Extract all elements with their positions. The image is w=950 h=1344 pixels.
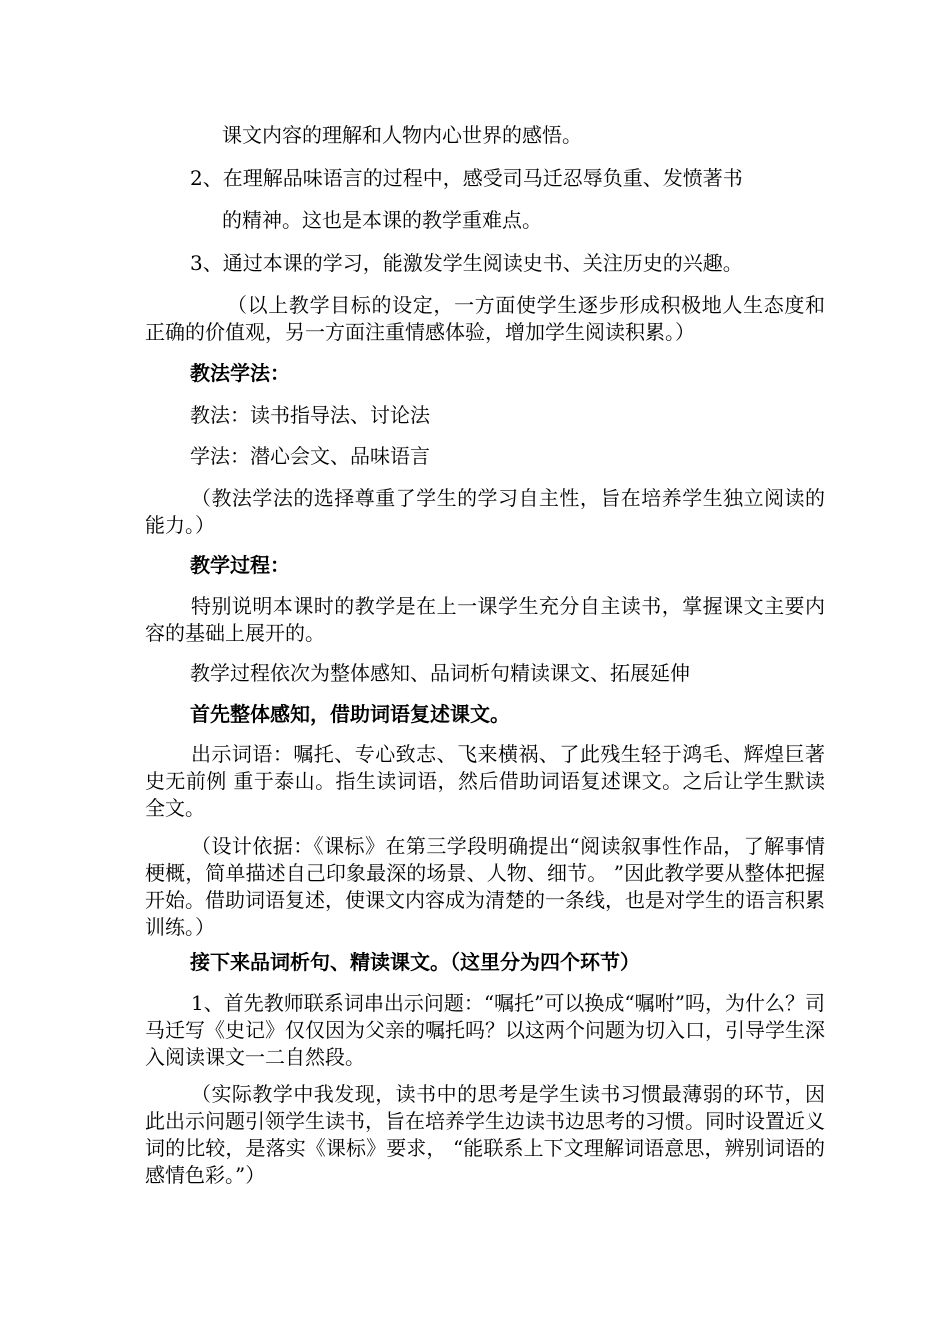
objective-1-continuation: 课文内容的理解和人物内心世界的感悟。 [222, 123, 582, 147]
objective-2: 2、在理解品味语言的过程中，感受司马迁忍辱负重、发愤著书 [190, 166, 743, 190]
vocabulary-paragraph: 出示词语：嘱托、专心致志、飞来横祸、了此残生轻于鸿毛、辉煌巨著史无前例 重于泰山。指生读词语，然后借助词语复述课文。之后让学生默读全文。 [145, 742, 825, 820]
objective-2-continuation: 的精神。这也是本课的教学重难点。 [222, 208, 542, 232]
process-steps-line: 教学过程依次为整体感知、品词析句精读课文、拓展延伸 [190, 661, 690, 685]
objective-3: 3、通过本课的学习，能激发学生阅读史书、关注历史的兴趣。 [190, 251, 743, 275]
teaching-method-line: 教法：读书指导法、讨论法 [190, 403, 430, 427]
heading-overall-perception: 首先整体感知，借助词语复述课文。 [190, 702, 510, 726]
learning-method-line: 学法：潜心会文、品味语言 [190, 444, 430, 468]
design-basis-paragraph: （设计依据：《课标》在第三学段明确提出“阅读叙事性作品，了解事情梗概，简单描述自己印象最深的场景、人物、细节。 ”因此教学要从整体把握开始。借助词语复述，使课文内容成为清楚的一条线，也是对学生的语言积累训练。） [145, 834, 825, 939]
teaching-reflection-paragraph: （实际教学中我发现，读书中的思考是学生读书习惯最薄弱的环节，因此出示问题引领学生读书，旨在培养学生边读书边思考的习惯。同时设置近义词的比较，是落实《课标》要求， “能联系上下文理解词语意思，辨别词语的感情色彩。”） [145, 1082, 825, 1187]
method-rationale-paragraph: （教法学法的选择尊重了学生的学习自主性，旨在培养学生独立阅读的能力。） [145, 486, 825, 537]
heading-teaching-process: 教学过程： [190, 553, 290, 577]
heading-teaching-methods: 教法学法： [190, 361, 290, 385]
heading-close-reading: 接下来品词析句、精读课文。（这里分为四个环节） [190, 950, 640, 974]
process-note-paragraph: 特别说明本课时的教学是在上一课学生充分自主读书，掌握课文主要内容的基础上展开的。 [145, 594, 825, 645]
objective-rationale-paragraph: （以上教学目标的设定，一方面使学生逐步形成积极地人生态度和正确的价值观，另一方面注重情感体验，增加学生阅读积累。） [145, 293, 825, 344]
step-1-paragraph: 1、首先教师联系词串出示问题：“嘱托”可以换成“嘱咐”吗，为什么？司马迁写《史记》仅仅因为父亲的嘱托吗？以这两个问题为切入口，引导学生深入阅读课文一二自然段。 [145, 991, 825, 1069]
